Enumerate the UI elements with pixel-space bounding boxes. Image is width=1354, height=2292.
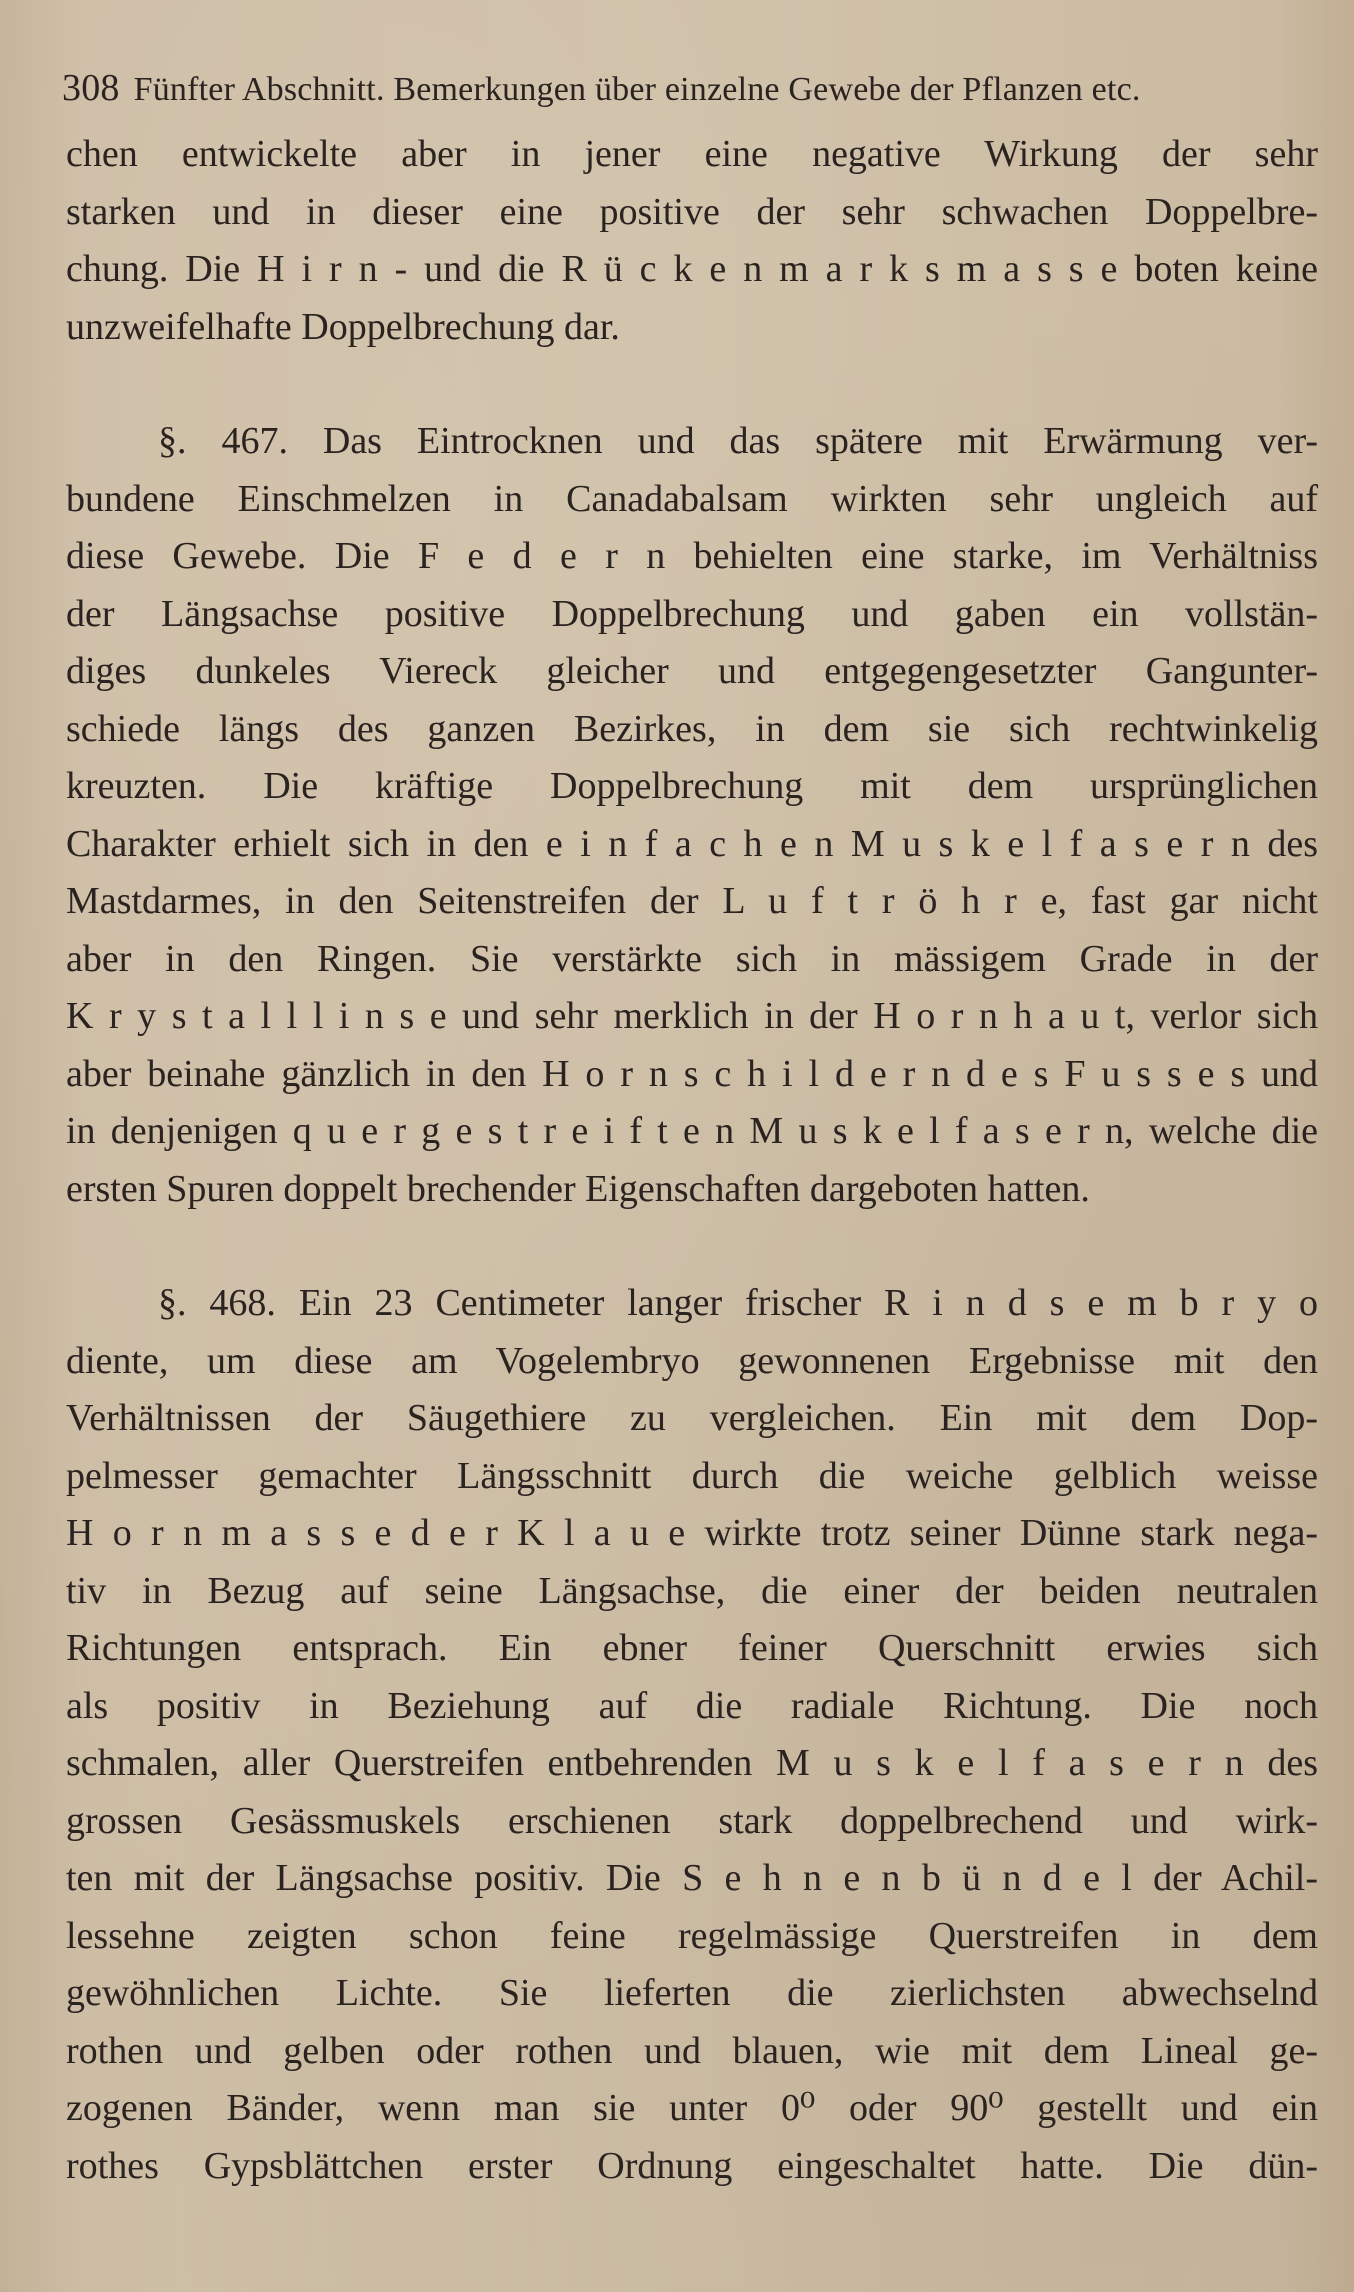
text-line: rothen und gelben oder rothen und blauen, wie mit dem Lineal ge-	[66, 2029, 1318, 2072]
text-line: chung. Die H i r n - und die R ü c k e n m a r k s m a s s e boten keine	[66, 248, 1318, 290]
text-line: ersten Spuren doppelt brechender Eigenschaften dargeboten hatten.	[66, 1167, 1090, 1210]
text-line: diente, um diese am Vogelembryo gewonnenen Ergebnisse mit den	[66, 1339, 1318, 1382]
text-line: pelmesser gemachter Längsschnitt durch die weiche gelblich weisse	[66, 1454, 1318, 1497]
text-line: Mastdarmes, in den Seitenstreifen der L u f t r ö h r e, fast gar nicht	[66, 880, 1318, 922]
text-line: §. 467. Das Eintrocknen und das spätere mit Erwärmung ver-	[158, 420, 1318, 462]
paragraph-467	[66, 413, 1318, 1218]
text-line: Richtungen entsprach. Ein ebner feiner Querschnitt erwies sich	[66, 1627, 1318, 1669]
text-line: diges dunkeles Viereck gleicher und entgegengesetzter Gangunter-	[66, 650, 1318, 692]
text-line: Verhältnissen der Säugethiere zu vergleichen. Ein mit dem Dop-	[66, 1397, 1318, 1439]
text-line: gewöhnlichen Lichte. Sie lieferten die zierlichsten abwechselnd	[66, 1972, 1318, 2014]
text-line: als positiv in Beziehung auf die radiale Richtung. Die noch	[66, 1684, 1318, 1727]
text-line: schmalen, aller Querstreifen entbehrenden M u s k e l f a s e r n des	[66, 1742, 1318, 1784]
text-line: in denjenigen q u e r g e s t r e i f t e n M u s k e l f a s e r n, welche die	[66, 1110, 1318, 1152]
text-line: aber beinahe gänzlich in den H o r n s c h i l d e r n d e s F u s s e s und	[66, 1052, 1318, 1095]
text-line: H o r n m a s s e d e r K l a u e wirkte trotz seiner Dünne stark nega-	[66, 1512, 1318, 1554]
page-number: 308	[62, 67, 120, 109]
text-line: unzweifelhafte Doppelbrechung dar.	[66, 305, 620, 348]
text-line: K r y s t a l l l i n s e und sehr merklich in der H o r n h a u t, verlor sich	[66, 995, 1318, 1037]
text-line: zogenen Bänder, wenn man sie unter 0⁰ oder 90⁰ gestellt und ein	[66, 2087, 1318, 2129]
text-line: bundene Einschmelzen in Canadabalsam wirkten sehr ungleich auf	[66, 477, 1318, 520]
text-line: aber in den Ringen. Sie verstärkte sich in mässigem Grade in der	[66, 937, 1318, 980]
running-header	[62, 62, 1310, 116]
text-line: grossen Gesässmuskels erschienen stark doppelbrechend und wirk-	[66, 1799, 1318, 1842]
body-text	[66, 126, 1318, 2195]
paragraph-continuation	[66, 126, 1318, 356]
text-line: starken und in dieser eine positive der sehr schwachen Doppelbre-	[66, 190, 1318, 233]
text-line: chen entwickelte aber in jener eine negative Wirkung der sehr	[66, 133, 1318, 175]
text-line: rothes Gypsblättchen erster Ordnung eingeschaltet hatte. Die dün-	[66, 2144, 1318, 2187]
text-line: tiv in Bezug auf seine Längsachse, die einer der beiden neutralen	[66, 1569, 1318, 1612]
text-line: lessehne zeigten schon feine regelmässige Querstreifen in dem	[66, 1914, 1318, 1957]
text-line: kreuzten. Die kräftige Doppelbrechung mit dem ursprünglichen	[66, 765, 1318, 807]
text-line: schiede längs des ganzen Bezirkes, in dem sie sich rechtwinkelig	[66, 707, 1318, 750]
text-line: §. 468. Ein 23 Centimeter langer frischer R i n d s e m b r y o	[158, 1282, 1318, 1324]
text-line: Charakter erhielt sich in den e i n f a c h e n M u s k e l f a s e r n des	[66, 822, 1318, 865]
text-line: der Längsachse positive Doppelbrechung und gaben ein vollstän-	[66, 592, 1318, 635]
running-title: Fünfter Abschnitt. Bemerkungen über einzelne Gewebe der Pflanzen etc.	[133, 71, 1141, 108]
text-line: ten mit der Längsachse positiv. Die S e h n e n b ü n d e l der Achil-	[66, 1857, 1318, 1899]
text-line: diese Gewebe. Die F e d e r n behielten eine starke, im Verhältniss	[66, 535, 1318, 577]
paragraph-468	[66, 1275, 1318, 2195]
